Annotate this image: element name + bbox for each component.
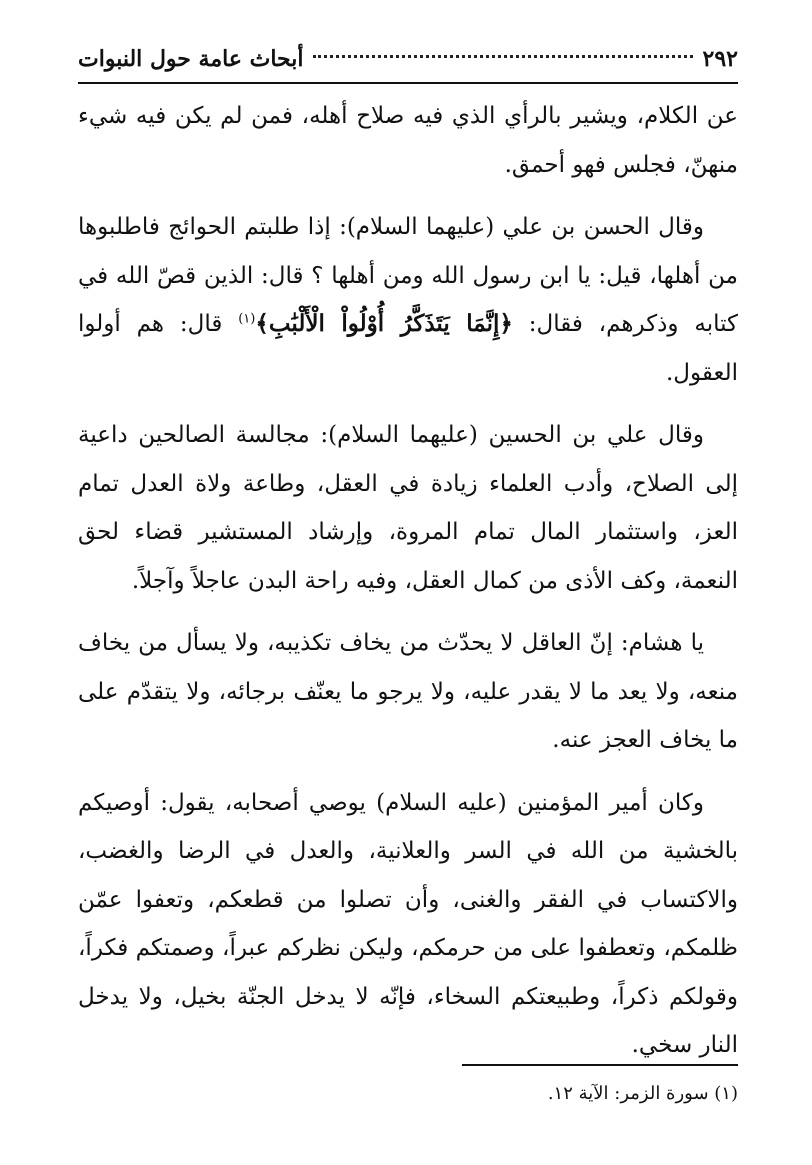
paragraph [78,203,738,397]
running-header [78,38,738,80]
page-body [78,92,738,1084]
header-dot-leader [313,55,692,58]
paragraph: وقال علي بن الحسين (عليهما السلام): مجالسة الصالحين داعية إلى الصلاح، وأدب العلماء زيادة في العقل، وطاعة ولاة العدل تمام العز، واستثمار المال تمام المروة، وإرشاد المستشير قضاء لحق النعمة، وكف الأذى من كمال العقل، وفيه راحة البدن عاجلاً وآجلاً. [78,422,738,594]
footnote: (١) سورة الزمر: الآية ١٢. [547,1083,738,1104]
paragraph: وكان أمير المؤمنين (عليه السلام) يوصي أصحابه، يقول: أوصيكم بالخشية من الله في السر والعلانية، والعدل في الرضا والغضب، والاكتساب في الفقر والغنى، وأن تصلوا من قطعكم، وتعفوا عمّن ظلمكم، وتعطفوا على من حرمكم، وليكن نظركم عبراً، وصمتكم فكراً، وقولكم ذكراً، وطبيعتكم السخاء، فإنّه لا يدخل الجنّة بخيل، ولا يدخل النار سخي. [78,789,738,1058]
paragraph-text: قال: هم أولوا العقول. [78,311,738,386]
paragraph-text: وقال الحسن بن علي (عليهما السلام): إذا طلبتم الحوائج فاطلبوها من أهلها، قيل: يا ابن رسول الله ومن أهلها ؟ قال: الذين قصّ الله في كتابه وذكرهم، فقال: [78,214,738,337]
paragraph: عن الكلام، ويشير بالرأي الذي فيه صلاح أهله، فمن لم يكن فيه شيء منهنّ، فجلس فهو أحمق. [78,103,738,178]
book-title: أبحاث عامة حول النبوات [78,46,304,72]
paragraph: يا هشام: إنّ العاقل لا يحدّث من يخاف تكذيبه، ولا يسأل من يخاف منعه، ولا يعد ما لا يقدر عليه، ولا يرجو ما يعنّف برجائه، ولا يتقدّم على ما يخاف العجز عنه. [78,630,738,753]
footnote-rule [462,1064,738,1066]
quran-verse: ﴿إِنَّمَا يَتَذَكَّرُ أُوْلُواْ الْأَلْبَٰبِ﴾ [255,310,513,337]
footnote-reference: (١) [238,311,256,327]
header-rule [78,82,738,84]
page-number: ٢٩٢ [702,46,738,72]
